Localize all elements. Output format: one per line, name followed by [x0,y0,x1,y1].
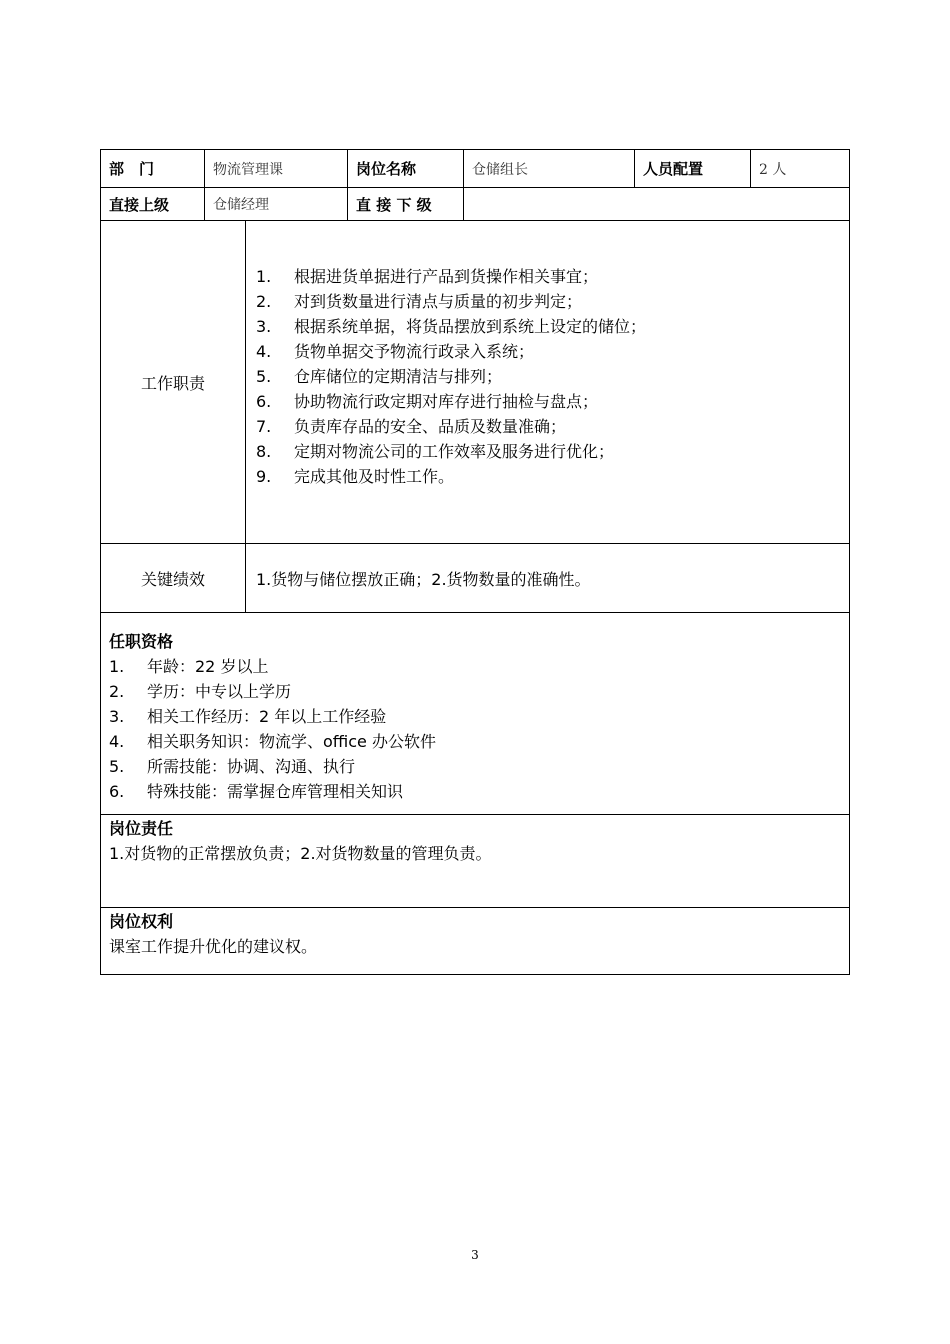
dept-value: 物流管理课 [205,150,348,187]
list-item: 4. 相关职务知识：物流学、office 办公软件 [109,732,436,751]
responsibility-text: 1.对货物的正常摆放负责；2.对货物数量的管理负责。 [109,844,492,863]
rights-row [100,907,850,975]
list-item: 3. 根据系统单据，将货品摆放到系统上设定的储位； [256,316,647,336]
qualifications-list [109,654,841,804]
job-description-table [100,149,850,975]
superior-row [100,187,850,220]
list-item: 1. 根据进货单据进行产品到货操作相关事宜； [256,266,599,286]
position-value: 仓储组长 [464,150,635,187]
subordinate-value [464,188,849,220]
page-number: 3 [471,1248,479,1262]
list-item: 2. 学历：中专以上学历 [109,682,292,701]
dept-label: 部 门 [101,150,205,187]
kpi-label: 关键绩效 [101,544,246,612]
qualifications-block [101,613,849,814]
superior-label: 直接上级 [101,188,205,220]
duties-list [256,264,646,489]
list-item: 2. 对到货数量进行清点与质量的初步判定； [256,291,583,311]
position-label: 岗位名称 [348,150,464,187]
list-item: 5. 所需技能：协调、沟通、执行 [109,757,356,776]
duties-row [100,220,850,543]
list-item: 8. 定期对物流公司的工作效率及服务进行优化； [256,441,615,461]
staffing-label: 人员配置 [635,150,751,187]
kpi-row [100,543,850,612]
list-item: 6. 特殊技能：需掌握仓库管理相关知识 [109,782,404,801]
superior-value: 仓储经理 [205,188,348,220]
header-row [100,149,850,187]
responsibility-block [101,815,849,907]
responsibility-title: 岗位责任 [109,819,174,838]
responsibility-row [100,814,850,907]
rights-block [101,908,849,974]
duties-label: 工作职责 [101,221,246,543]
list-item: 4. 货物单据交予物流行政录入系统； [256,341,535,361]
staffing-value: 2 人 [759,161,787,178]
rights-text: 课室工作提升优化的建议权。 [109,937,318,956]
list-item: 7. 负责库存品的安全、品质及数量准确； [256,416,567,436]
list-item: 6. 协助物流行政定期对库存进行抽检与盘点； [256,391,599,411]
list-item: 3. 相关工作经历：2 年以上工作经验 [109,707,387,726]
rights-title: 岗位权利 [109,912,174,931]
duties-content [246,221,849,543]
list-item: 9. 完成其他及时性工作。 [256,466,455,486]
kpi-value: 1.货物与储位摆放正确；2.货物数量的准确性。 [256,569,591,589]
qualifications-title: 任职资格 [109,632,174,651]
list-item: 5. 仓库储位的定期清洁与排列； [256,366,503,386]
subordinate-label: 直 接 下 级 [348,188,464,220]
qualifications-row [100,612,850,814]
list-item: 1. 年龄：22 岁以上 [109,657,269,676]
